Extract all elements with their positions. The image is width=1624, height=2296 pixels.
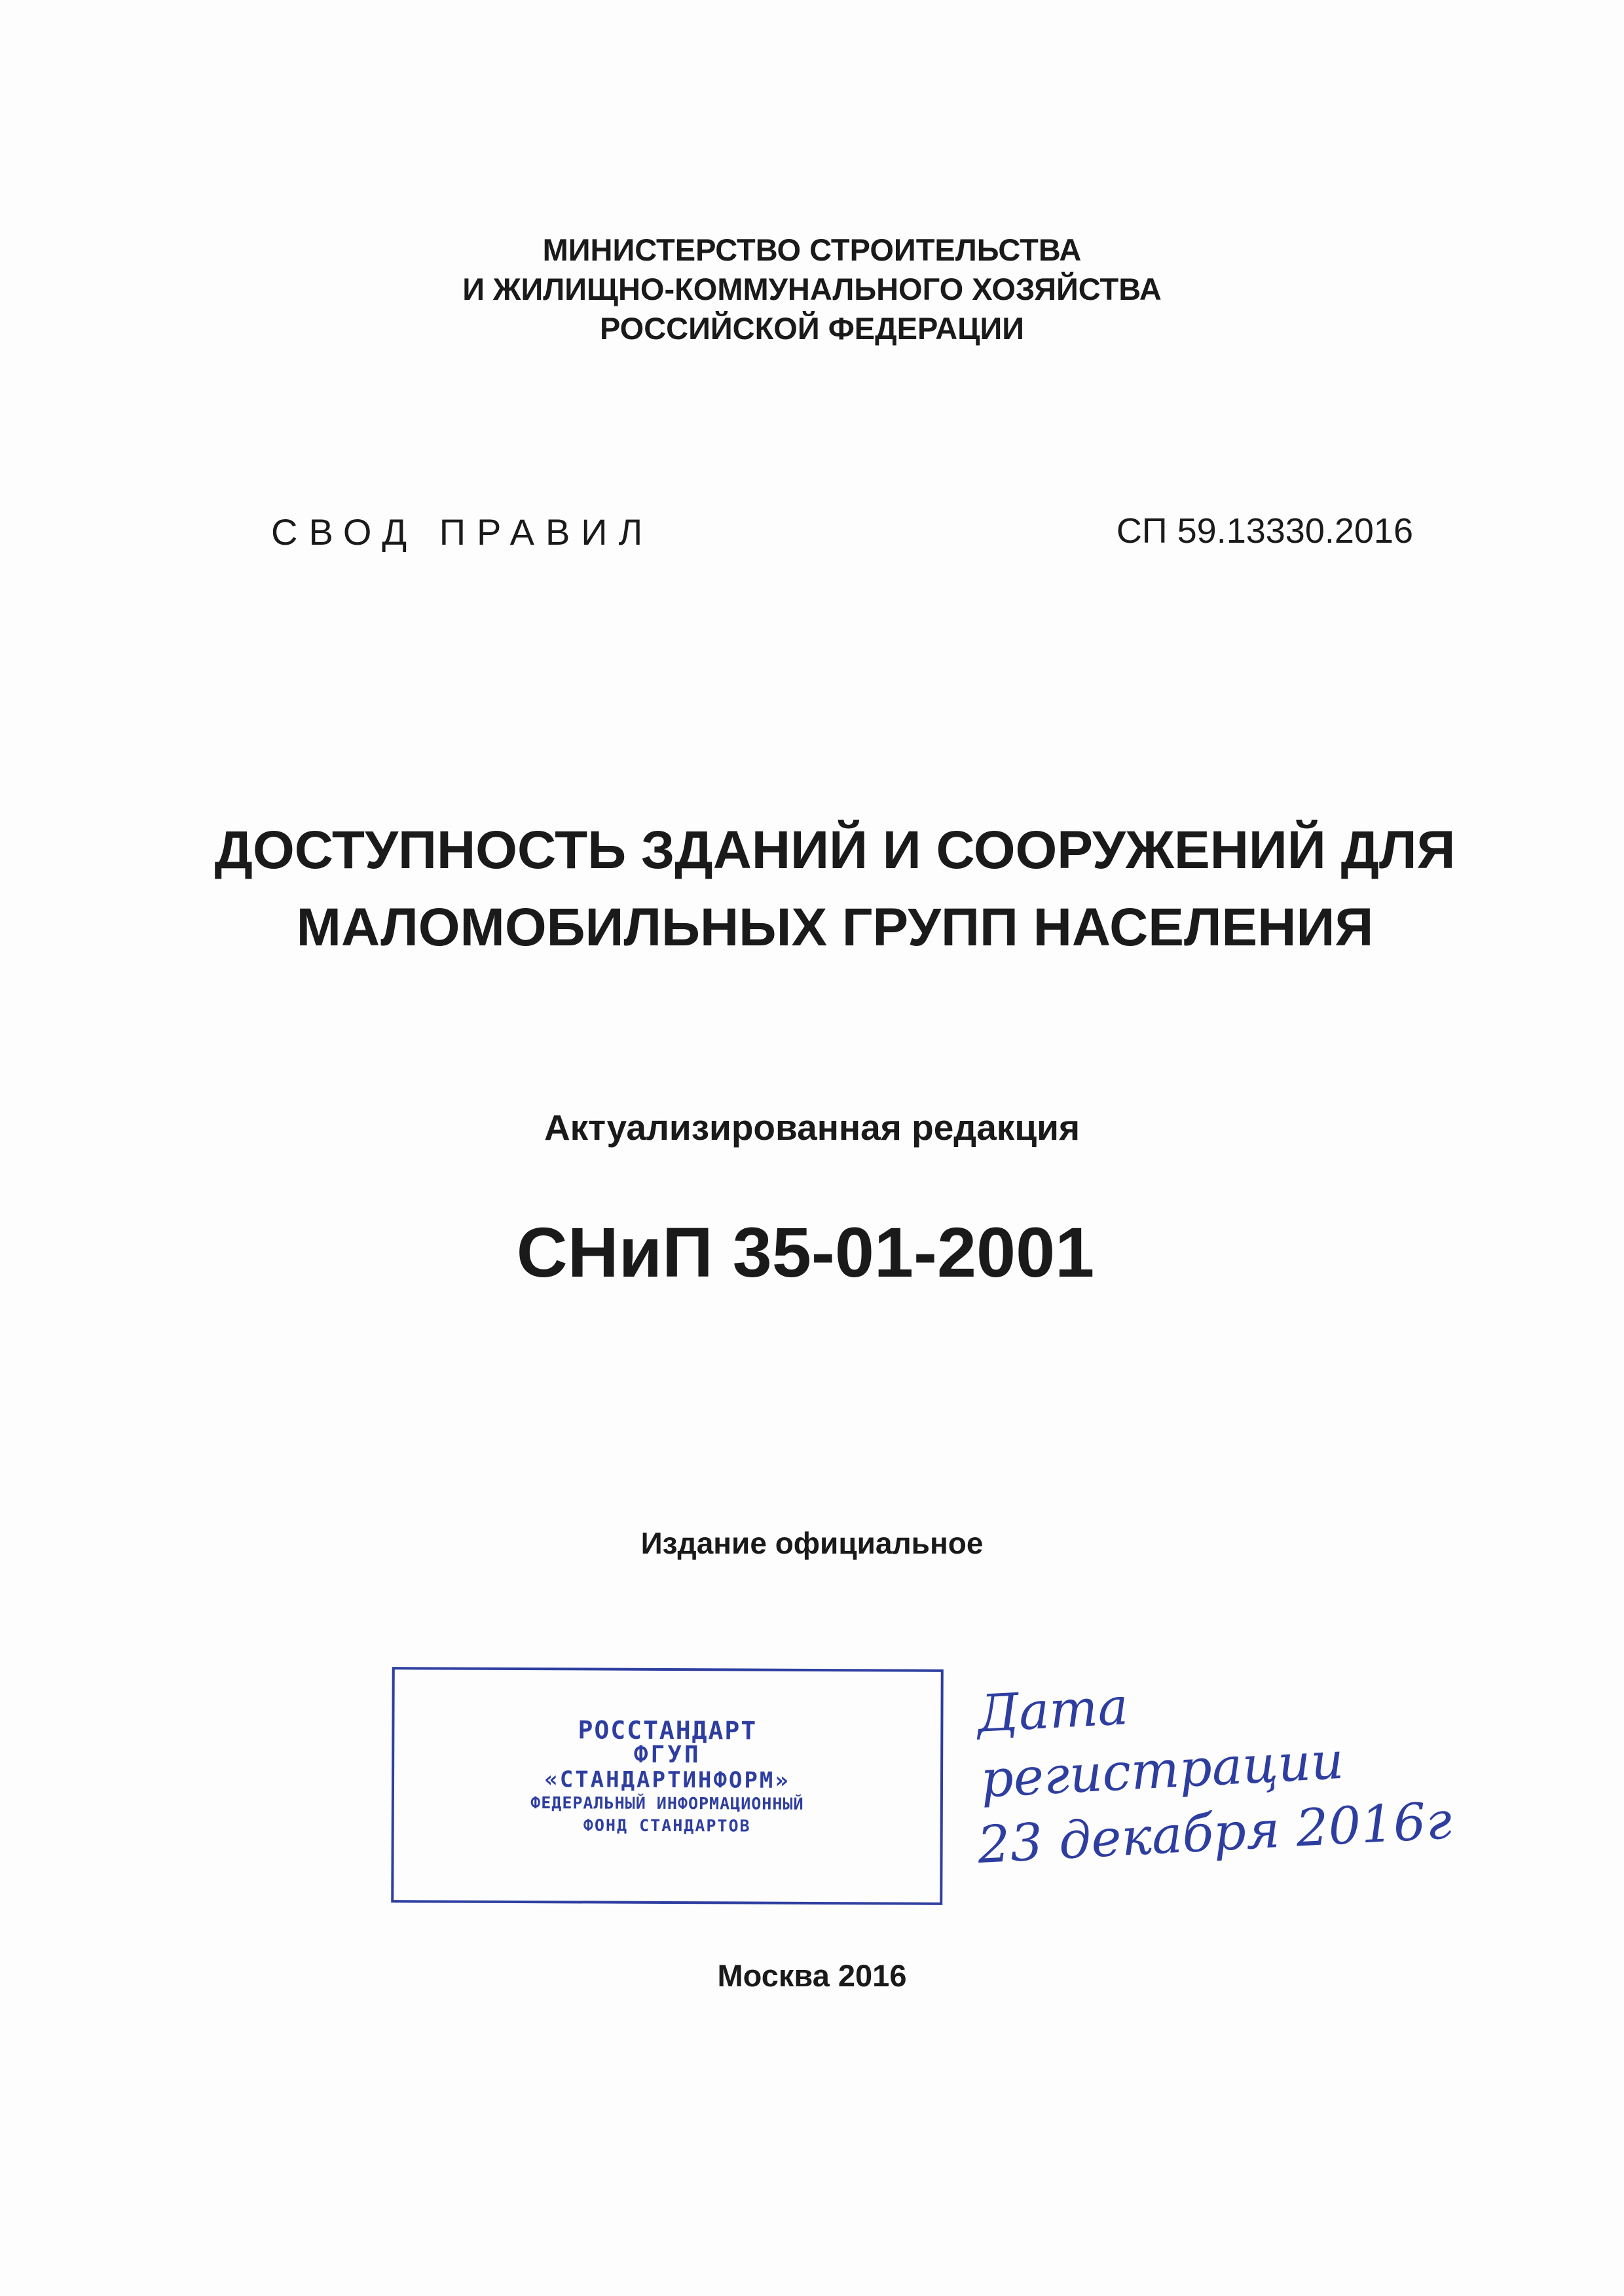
document-title [196, 812, 1473, 966]
title-line-2: МАЛОМОБИЛЬНЫХ ГРУПП НАСЕЛЕНИЯ [296, 898, 1374, 957]
registration-stamp [391, 1667, 944, 1905]
stamp-line-4: ФЕДЕРАЛЬНЫЙ ИНФОРМАЦИОННЫЙ [530, 1793, 804, 1813]
ministry-line-1: МИНИСТЕРСТВО СТРОИТЕЛЬСТВА [542, 232, 1082, 267]
ministry-line-3: РОССИЙСКОЙ ФЕДЕРАЦИИ [599, 311, 1025, 346]
code-label: СВОД ПРАВИЛ [271, 511, 654, 553]
stamp-line-5: ФОНД СТАНДАРТОВ [583, 1815, 751, 1836]
handwritten-registration-note [963, 1654, 1509, 1879]
stamp-line-2: ФГУП [633, 1741, 701, 1769]
stamp-line-1: РОССТАНДАРТ [578, 1715, 758, 1745]
ministry-header [0, 230, 1624, 348]
handwriting-line-1: Дата регистрации [976, 1677, 1346, 1810]
code-number: СП 59.13330.2016 [1116, 511, 1413, 551]
edition-label: Актуализированная редакция [544, 1107, 1080, 1148]
title-line-1: ДОСТУПНОСТЬ ЗДАНИЙ И СООРУЖЕНИЙ ДЛЯ [214, 820, 1456, 880]
handwriting-line-2: 23 декабря 2016г [976, 1791, 1454, 1876]
city-year: Москва 2016 [717, 1958, 907, 1993]
official-edition-label: Издание официальное [640, 1526, 984, 1560]
snip-code: СНиП 35-01-2001 [516, 1212, 1095, 1292]
stamp-line-3: «СТАНДАРТИНФОРМ» [544, 1766, 790, 1794]
ministry-line-2: И ЖИЛИЩНО-КОММУНАЛЬНОГО ХОЗЯЙСТВА [462, 272, 1162, 306]
